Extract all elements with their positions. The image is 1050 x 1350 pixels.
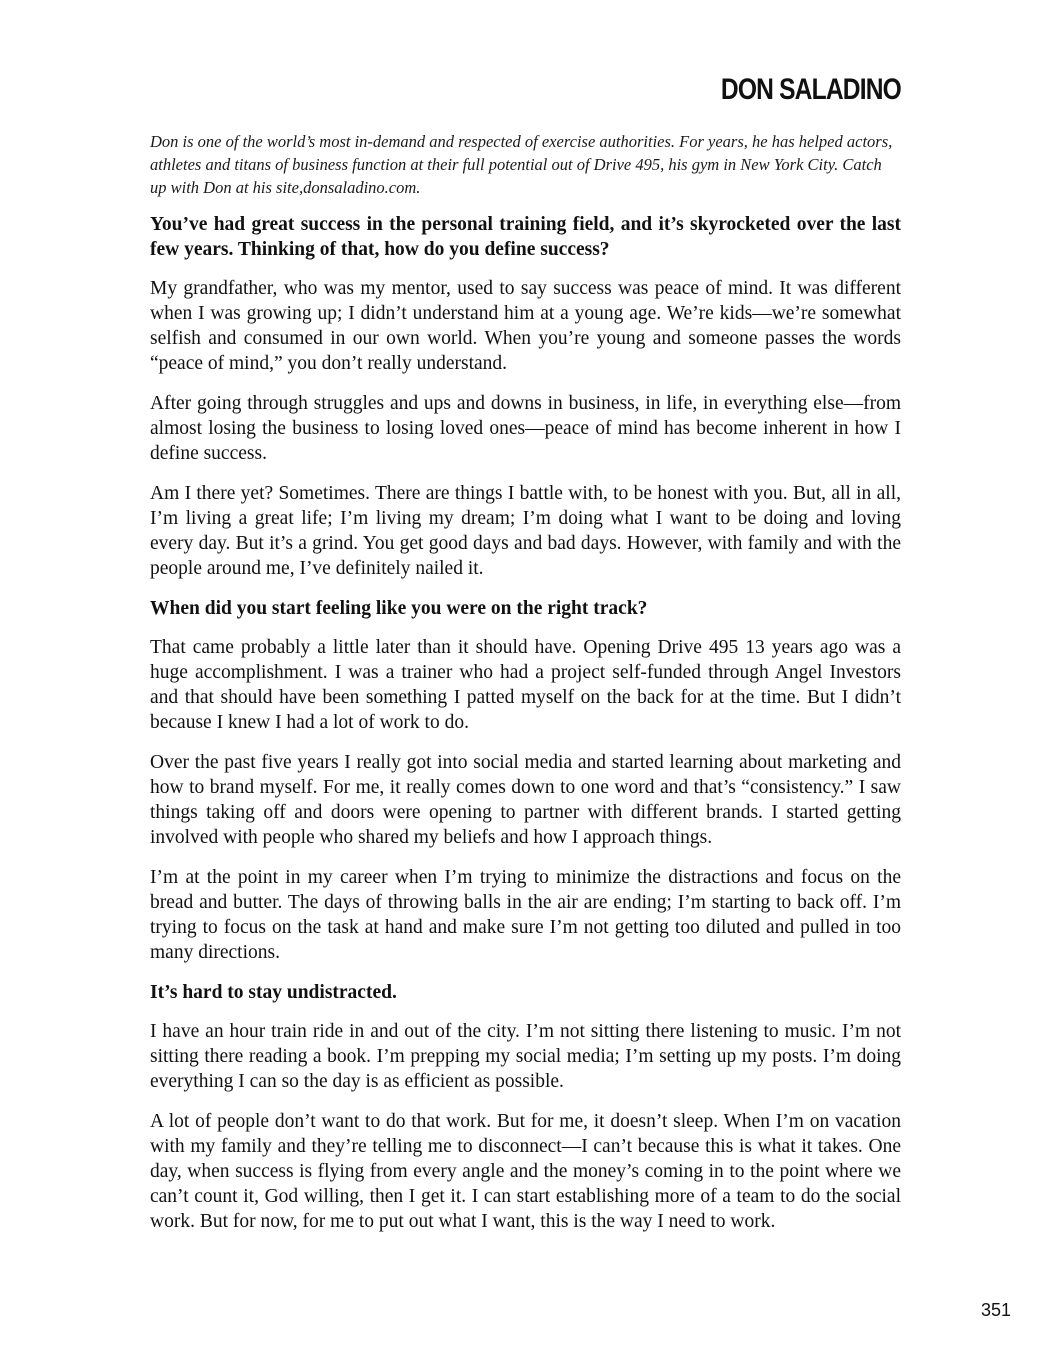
- answer-paragraph: A lot of people don’t want to do that work. But for me, it doesn’t sleep. When I’m on vacation with my family and they’re telling me to disconnect—I can’t because this is what it takes. One day, when success is flying from every angle and the money’s coming in to the point where we can’t count it, God willing, then I get it. I can start establishing more of a team to do the social work. But for now, for me to put out what I want, this is the way I need to work.: [150, 1111, 901, 1232]
- page-title: DON SALADINO: [720, 73, 901, 106]
- answer-paragraph: I’m at the point in my career when I’m trying to minimize the distractions and focus on the bread and butter. The days of throwing balls in the air are ending; I’m starting to back off. I’m trying to focus on the task at hand and make sure I’m not getting too diluted and pulled in too many directions.: [150, 867, 901, 963]
- interview-question: When did you start feeling like you were on the right track?: [150, 598, 648, 619]
- interview-question: You’ve had great success in the personal training field, and it’s skyrocketed over the last few years. Thinking of that, how do you define success?: [150, 214, 901, 260]
- interview-question: It’s hard to stay undistracted.: [150, 982, 397, 1003]
- answer-paragraph: Am I there yet? Sometimes. There are things I battle with, to be honest with you. But, all in all, I’m living a great life; I’m living my dream; I’m doing what I want to be doing and loving every day. But it’s a grind. You get good days and bad days. However, with family and with the people around me, I’ve definitely nailed it.: [150, 483, 901, 579]
- answer-paragraph: After going through struggles and ups and downs in business, in life, in everything else—from almost losing the business to losing loved ones—peace of mind has become inherent in how I define success.: [150, 393, 901, 464]
- page-number: 351: [981, 1300, 1012, 1320]
- author-intro: Don is one of the world’s most in-demand and respected of exercise authorities. For years, he has helped actors, athletes and titans of business function at their full potential out of Drive 495, his gym in New York City. Catch up with Don at his site,donsaladino.com.: [150, 132, 893, 197]
- answer-paragraph: That came probably a little later than it should have. Opening Drive 495 13 years ago was a huge accomplishment. I was a trainer who had a project self-funded through Angel Investors and that should have been something I patted myself on the back for at the time. But I didn’t because I knew I had a lot of work to do.: [150, 637, 901, 733]
- answer-paragraph: My grandfather, who was my mentor, used to say success was peace of mind. It was different when I was growing up; I didn’t understand him at a young age. We’re kids—we’re somewhat selfish and consumed in our own world. When you’re young and someone passes the words “peace of mind,” you don’t really understand.: [150, 278, 901, 374]
- answer-paragraph: Over the past five years I really got into social media and started learning about marketing and how to brand myself. For me, it really comes down to one word and that’s “consistency.” I saw things taking off and doors were opening to partner with different brands. I started getting involved with people who shared my beliefs and how I approach things.: [150, 752, 901, 848]
- answer-paragraph: I have an hour train ride in and out of the city. I’m not sitting there listening to music. I’m not sitting there reading a book. I’m prepping my social media; I’m setting up my posts. I’m doing everything I can so the day is as efficient as possible.: [150, 1021, 901, 1092]
- document-page: [150, 70, 901, 1249]
